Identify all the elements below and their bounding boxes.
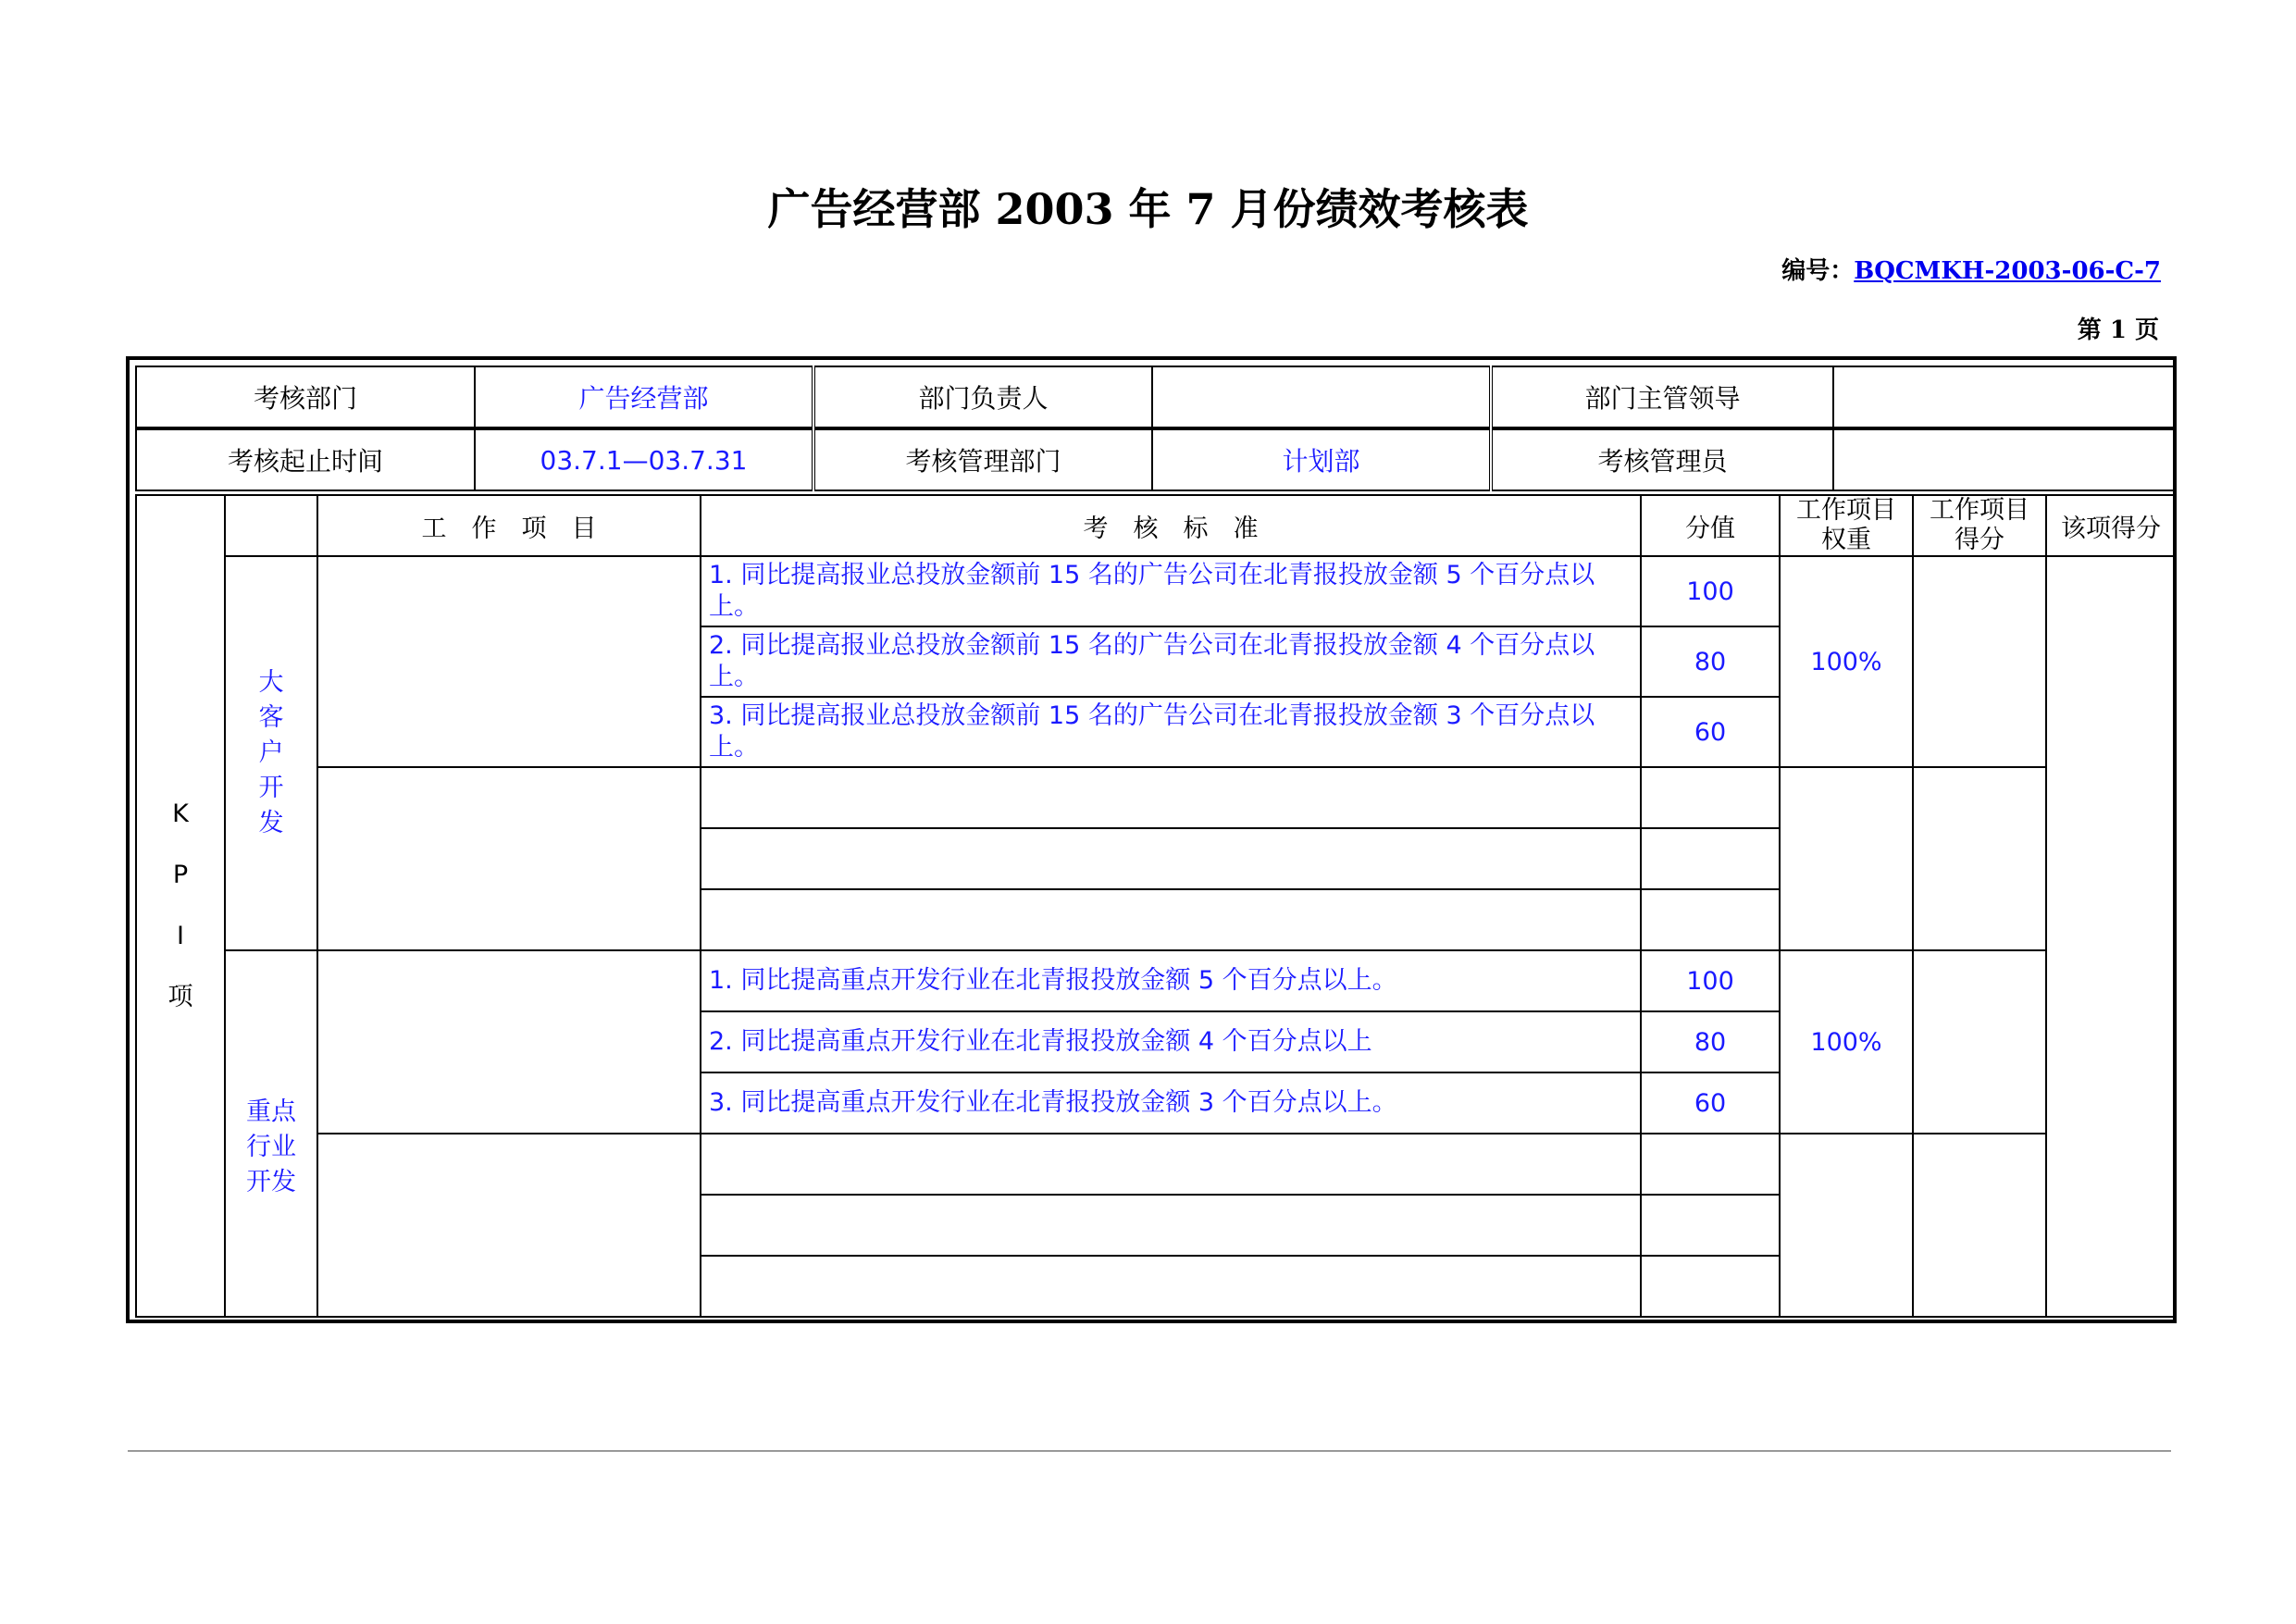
work-item-cell[interactable]: [317, 767, 701, 950]
value-cell[interactable]: [1641, 889, 1780, 950]
standard-1-1: 1. 同比提高报业总投放金额前 15 名的广告公司在北青报投放金额 5 个百分点以上。: [701, 556, 1641, 626]
value-cell[interactable]: [1641, 828, 1780, 889]
header-row-2: [135, 428, 2177, 491]
standard-cell[interactable]: [701, 1134, 1641, 1195]
weight-1: 100%: [1780, 556, 1913, 767]
value-supervisor[interactable]: [1833, 366, 2176, 428]
item-score-cell[interactable]: [1913, 1134, 2046, 1317]
kpi-letter-item: 项: [168, 983, 193, 1011]
group-name-2: [225, 950, 317, 1317]
kpi-letter-i: I: [177, 922, 184, 950]
value-cell[interactable]: [1641, 1195, 1780, 1256]
value-dept-head[interactable]: [1152, 366, 1491, 428]
group-1-label: 大客户开发: [258, 668, 284, 837]
page-number: 第 1 页: [2077, 316, 2159, 344]
value-mgmt-dept: 计划部: [1152, 429, 1491, 490]
col-standard: 考 核 标 准: [701, 495, 1641, 556]
col-total-score: 该项得分: [2046, 495, 2176, 556]
label-admin: 考核管理员: [1491, 429, 1833, 490]
assessment-table: [126, 356, 2177, 1323]
value-cell[interactable]: [1641, 1134, 1780, 1195]
document-code: [1781, 252, 2161, 286]
standard-2-3: 3. 同比提高重点开发行业在北青报投放金额 3 个百分点以上。: [701, 1072, 1641, 1134]
item-score-cell[interactable]: [1913, 950, 2046, 1134]
standard-1-2: 2. 同比提高报业总投放金额前 15 名的广告公司在北青报投放金额 4 个百分点以上。: [701, 626, 1641, 697]
value-1-3: 60: [1641, 697, 1780, 767]
code-label: 编号：: [1781, 257, 1855, 285]
standard-2-1: 1. 同比提高重点开发行业在北青报投放金额 5 个百分点以上。: [701, 950, 1641, 1011]
col-weight: 工作项目权重: [1780, 495, 1913, 556]
work-item-cell[interactable]: [317, 556, 701, 767]
item-score-cell[interactable]: [1913, 556, 2046, 767]
standard-cell[interactable]: [701, 828, 1641, 889]
label-mgmt-dept: 考核管理部门: [813, 429, 1152, 490]
work-item-cell[interactable]: [317, 1134, 701, 1317]
value-admin[interactable]: [1833, 429, 2176, 490]
header-blank: [225, 495, 317, 556]
value-dept: 广告经营部: [475, 366, 813, 428]
kpi-letter-p: P: [172, 861, 189, 889]
total-score-cell[interactable]: [2046, 556, 2176, 1317]
item-score-cell[interactable]: [1913, 767, 2046, 950]
standard-1-3: 3. 同比提高报业总投放金额前 15 名的广告公司在北青报投放金额 3 个百分点以上。: [701, 697, 1641, 767]
standard-cell[interactable]: [701, 1195, 1641, 1256]
footer-divider: [128, 1450, 2171, 1452]
label-period: 考核起止时间: [136, 429, 475, 490]
standard-cell[interactable]: [701, 889, 1641, 950]
kpi-label: [136, 495, 225, 1317]
label-supervisor: 部门主管领导: [1491, 366, 1833, 428]
standard-cell[interactable]: [701, 767, 1641, 828]
group-name-1: [225, 556, 317, 950]
col-item-score: 工作项目得分: [1913, 495, 2046, 556]
col-work-item: 工 作 项 目: [317, 495, 701, 556]
value-cell[interactable]: [1641, 767, 1780, 828]
col-score-value: 分值: [1641, 495, 1780, 556]
weight-2: 100%: [1780, 950, 1913, 1134]
page-title: 广告经营部 2003 年 7 月份绩效考核表: [767, 184, 1529, 234]
group-2-label: 重点行业开发: [246, 1097, 296, 1196]
kpi-letter-k: K: [172, 800, 189, 828]
value-2-1: 100: [1641, 950, 1780, 1011]
value-2-3: 60: [1641, 1072, 1780, 1134]
standard-2-2: 2. 同比提高重点开发行业在北青报投放金额 4 个百分点以上: [701, 1011, 1641, 1072]
value-1-2: 80: [1641, 626, 1780, 697]
label-dept: 考核部门: [136, 366, 475, 428]
kpi-grid: [135, 494, 2177, 1318]
label-dept-head: 部门负责人: [813, 366, 1152, 428]
value-1-1: 100: [1641, 556, 1780, 626]
value-2-2: 80: [1641, 1011, 1780, 1072]
work-item-cell[interactable]: [317, 950, 701, 1134]
weight-cell[interactable]: [1780, 1134, 1913, 1317]
value-cell[interactable]: [1641, 1256, 1780, 1317]
standard-cell[interactable]: [701, 1256, 1641, 1317]
weight-cell[interactable]: [1780, 767, 1913, 950]
header-row-1: [135, 366, 2177, 428]
value-period: 03.7.1—03.7.31: [475, 429, 813, 490]
code-link[interactable]: BQCMKH-2003-06-C-7: [1854, 257, 2161, 285]
